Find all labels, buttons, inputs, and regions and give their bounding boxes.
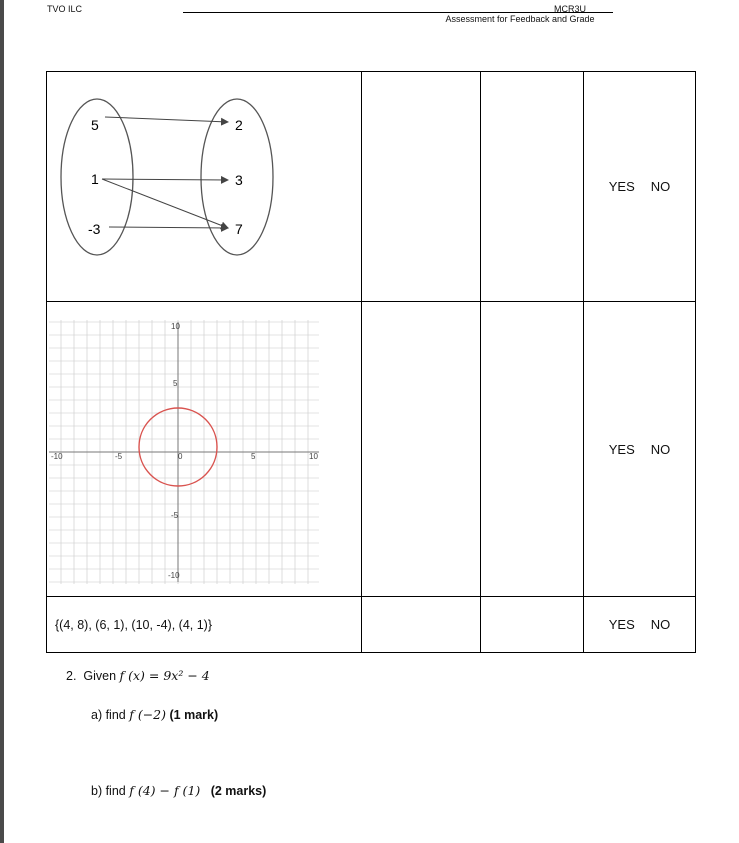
yes-option[interactable]: YES: [608, 441, 635, 457]
answer-cell[interactable]: [362, 72, 481, 302]
answer-cell[interactable]: [481, 302, 584, 597]
question-2a: [91, 707, 218, 722]
part-a-label: a) find: [91, 708, 126, 722]
relations-table: [46, 71, 696, 653]
x-tick-label: 0: [178, 452, 183, 461]
range-value: 7: [235, 221, 243, 237]
range-value: 2: [235, 117, 243, 133]
y-tick-label: -5: [171, 511, 179, 520]
arrow-1-to-7: [102, 179, 228, 228]
mapping-diagram-cell: [47, 72, 362, 302]
range-value: 3: [235, 172, 243, 188]
yes-no-cell: [584, 302, 696, 597]
yes-no-cell: [584, 597, 696, 653]
graph-cell: [47, 302, 362, 597]
ordered-pairs-set: {(4, 8), (6, 1), (10, -4), (4, 1)}: [47, 597, 362, 653]
function-definition: f (x) = 9x² − 4: [119, 668, 210, 683]
arrow-5-to-2: [105, 117, 228, 122]
assessment-subtitle: Assessment for Feedback and Grade: [445, 14, 595, 24]
question-2b: [91, 783, 266, 798]
no-option[interactable]: NO: [650, 441, 671, 457]
x-tick-label: -10: [51, 452, 63, 461]
part-b-marks: (2 marks): [210, 784, 267, 798]
part-a-expression: f (−2): [129, 707, 167, 722]
table-row: [47, 302, 696, 597]
mapping-diagram: [47, 72, 361, 296]
yes-option[interactable]: YES: [608, 617, 635, 632]
answer-cell[interactable]: [362, 597, 481, 653]
table-row: [47, 72, 696, 302]
domain-value: -3: [88, 221, 101, 237]
domain-value: 1: [91, 171, 99, 187]
question-2: [66, 668, 210, 683]
part-b-expression: f (4) − f (1): [129, 783, 201, 798]
no-option[interactable]: NO: [650, 617, 671, 632]
question-intro: Given: [83, 669, 117, 683]
y-tick-label: 10: [171, 322, 180, 331]
table-row: [47, 597, 696, 653]
domain-value: 5: [91, 117, 99, 133]
course-code: MCR3U: [553, 4, 586, 14]
answer-cell[interactable]: [362, 302, 481, 597]
part-a-marks: (1 mark): [169, 708, 219, 722]
answer-cell[interactable]: [481, 72, 584, 302]
org-name: TVO ILC: [47, 4, 83, 14]
yes-option[interactable]: YES: [608, 179, 635, 194]
y-tick-label: 5: [173, 379, 178, 388]
yes-no-cell: [584, 72, 696, 302]
arrow-1-to-3: [102, 179, 228, 180]
circle-graph: [47, 302, 361, 591]
page-border: [0, 0, 4, 843]
answer-cell[interactable]: [481, 597, 584, 653]
question-number: 2.: [66, 669, 77, 683]
x-tick-label: -5: [115, 452, 123, 461]
x-tick-label: 5: [251, 452, 256, 461]
part-b-label: b) find: [91, 784, 126, 798]
y-tick-label: -10: [168, 571, 180, 580]
x-tick-label: 10: [309, 452, 318, 461]
no-option[interactable]: NO: [650, 179, 671, 194]
arrow-neg3-to-7: [109, 227, 228, 228]
